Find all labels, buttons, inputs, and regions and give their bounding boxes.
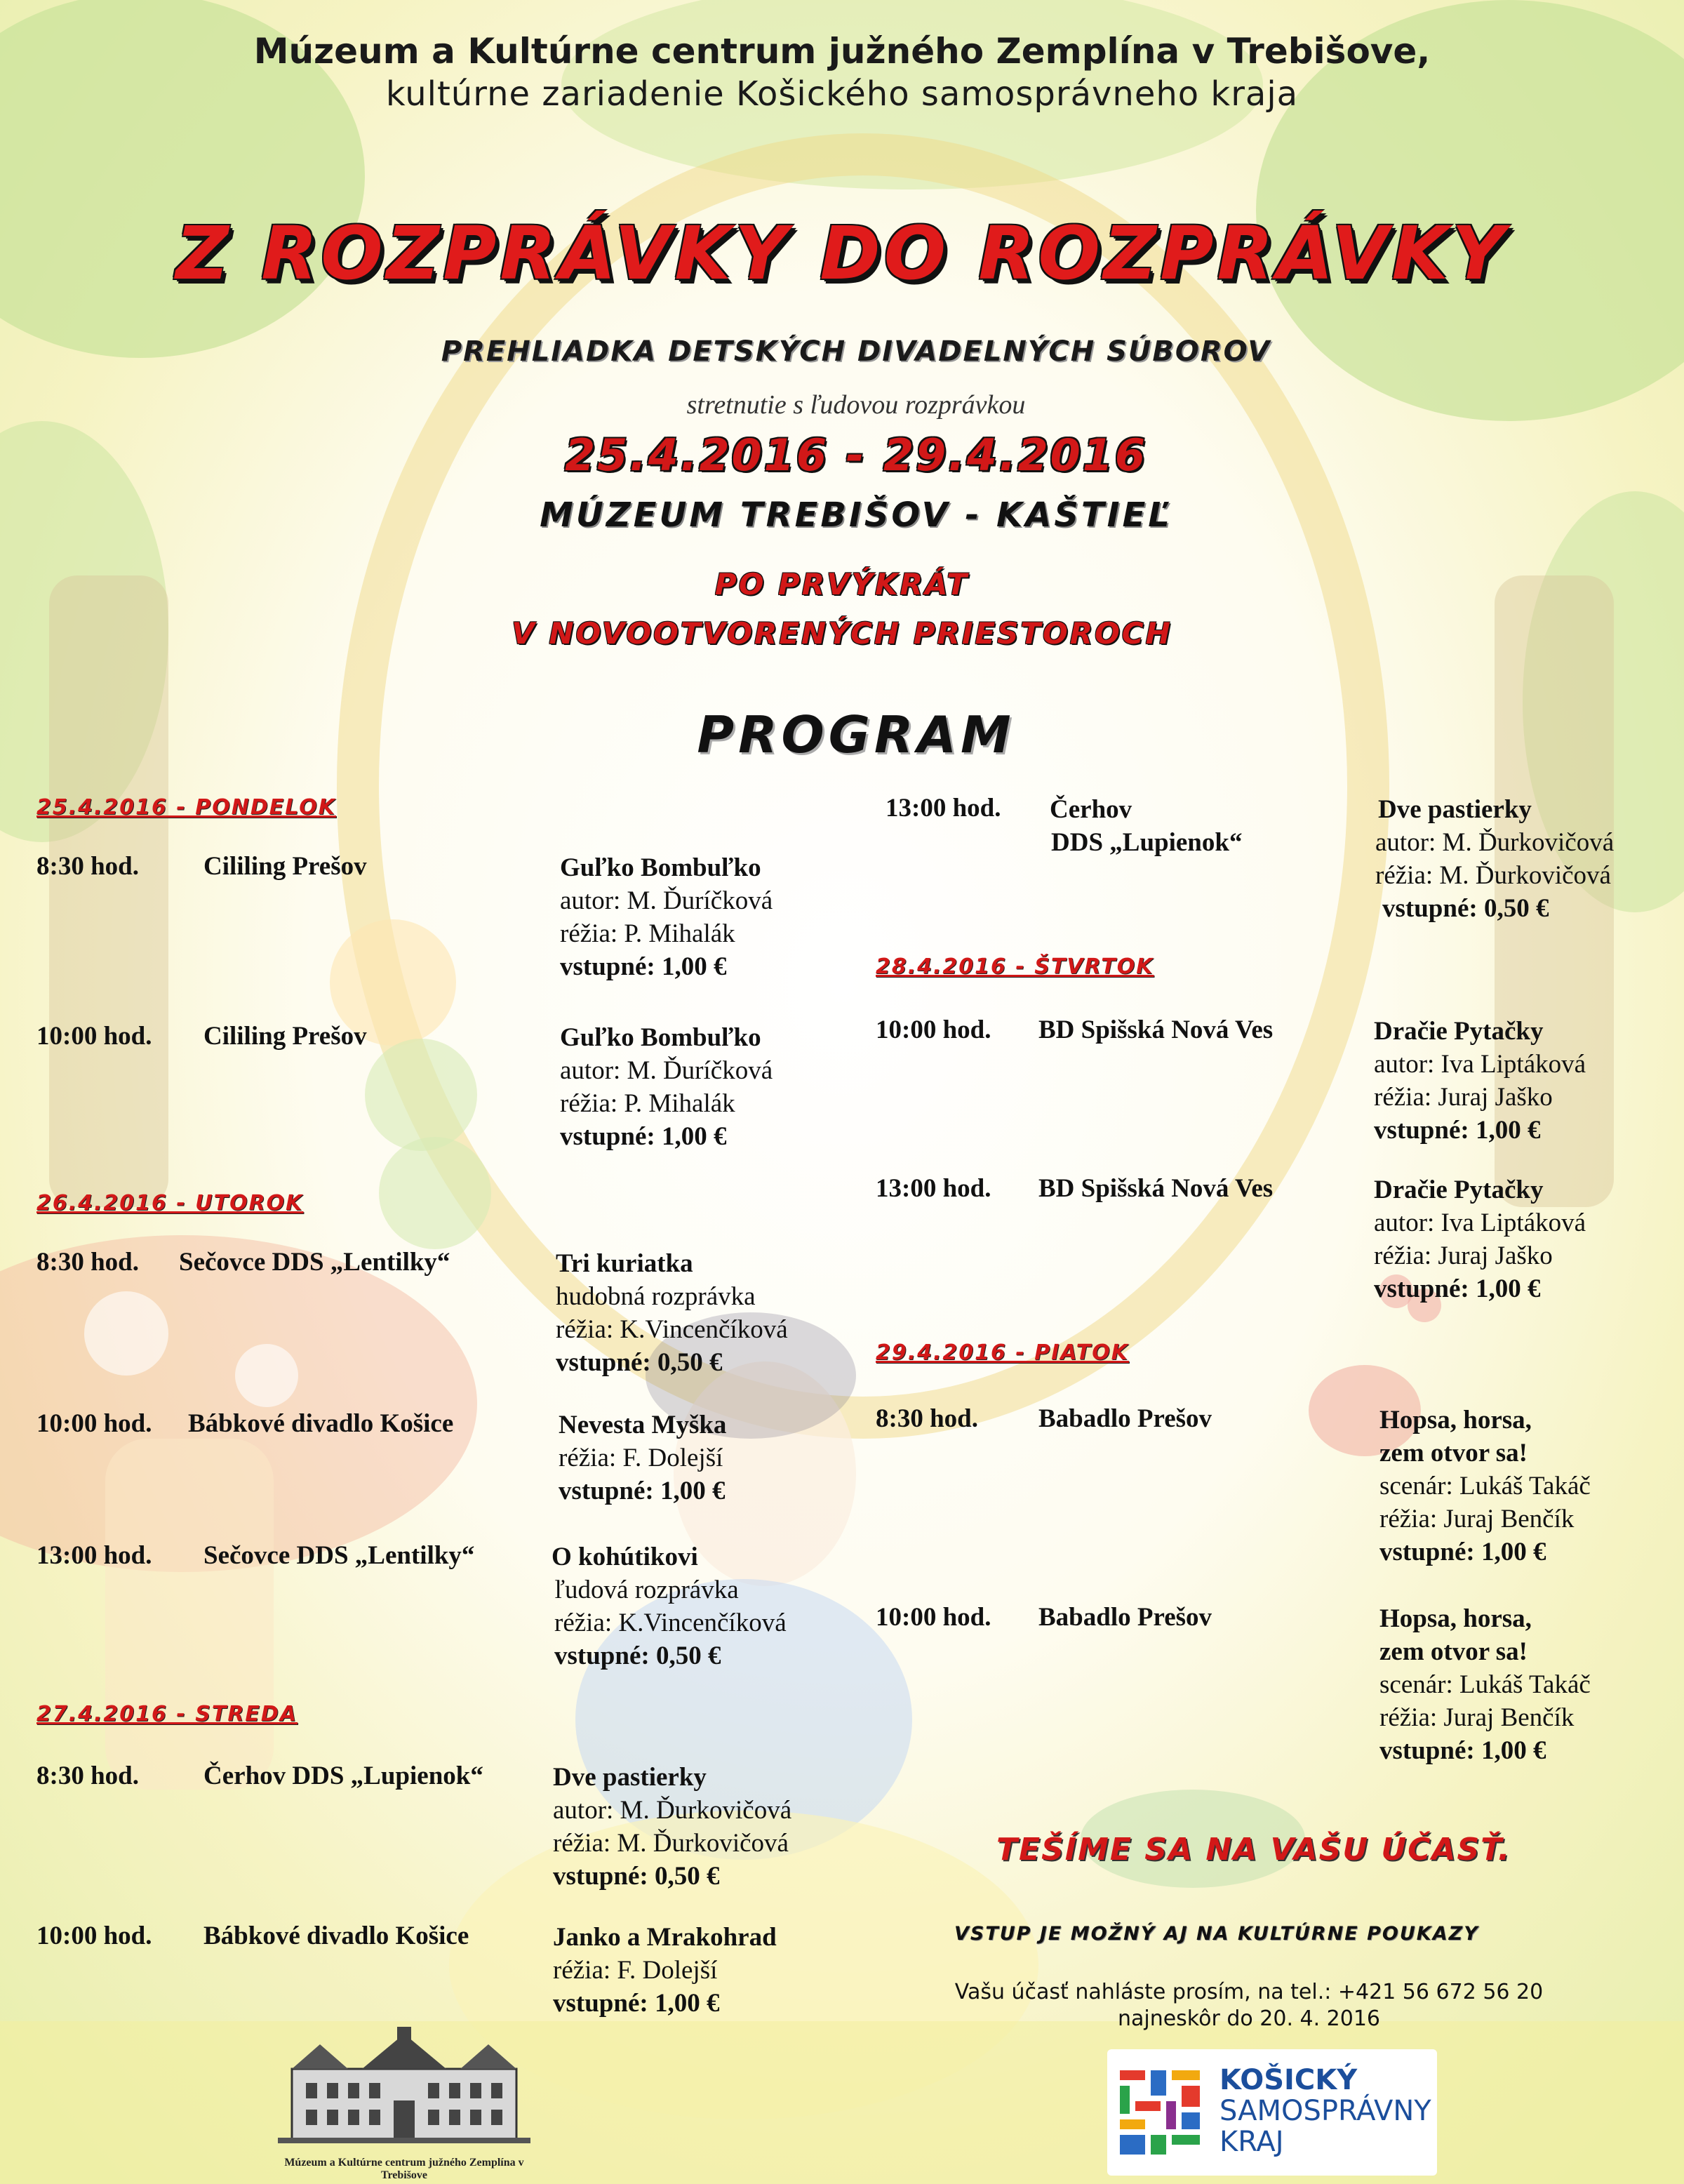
event-ensemble: Babadlo Prešov [1038,1603,1212,1632]
contact-deadline: najneskôr do 20. 4. 2016 [1117,2006,1381,2031]
event-venue: MÚZEUM TREBIŠOV - KAŠTIEĽ [540,495,1172,535]
event-ensemble: Bábkové divadlo Košice [188,1409,454,1438]
event-time: 10:00 hod. [36,1022,152,1051]
event-play-line2: zem otvor sa! [1379,1637,1528,1666]
event-time: 10:00 hod. [876,1603,991,1632]
event-ensemble: BD Spišská Nová Ves [1038,1016,1274,1044]
ksk-emblem-icon [1120,2070,1204,2155]
event-ensemble: Sečovce DDS „Lentilky“ [203,1541,475,1570]
event-time: 13:00 hod. [886,794,1001,823]
ksk-line2: SAMOSPRÁVNY [1219,2095,1431,2127]
event-details [553,1921,777,2020]
event-play: Dračie Pytačky [1374,1176,1544,1204]
event-details [1379,1602,1591,1767]
event-ensemble: Sečovce DDS „Lentilky“ [179,1248,450,1277]
ksk-line1: KOŠICKÝ [1219,2064,1358,2096]
event-director: réžia: M. Ďurkovičová [1375,861,1611,890]
event-script: scenár: Lukáš Takáč [1379,1670,1591,1699]
event-ensemble: Babadlo Prešov [1038,1404,1212,1433]
event-ensemble: BD Spišská Nová Ves [1038,1174,1274,1203]
event-play: Guľko Bombuľko [560,1023,761,1052]
event-play-line2: zem otvor sa! [1379,1439,1528,1467]
event-note: ľudová rozprávka [554,1576,739,1604]
event-fee: vstupné: 1,00 € [1374,1116,1541,1145]
event-title: Z ROZPRÁVKY DO ROZPRÁVKY [175,211,1509,296]
event-author: autor: M. Ďuríčková [560,886,773,915]
event-director: réžia: K.Vincenčíková [554,1609,787,1637]
event-time: 8:30 hod. [876,1404,978,1433]
event-ensemble: Čerhov DDS „Lupienok“ [203,1762,483,1790]
event-ensemble: Cililing Prešov [203,1022,367,1051]
event-fee: vstupné: 1,00 € [1379,1736,1546,1765]
day-label: 29.4.2016 - PIATOK [876,1340,1129,1365]
ksk-text [1219,2065,1431,2157]
event-details [1379,1404,1591,1569]
event-time: 8:30 hod. [36,1762,139,1790]
event-fee: vstupné: 1,00 € [1379,1538,1546,1566]
ksk-logo [1107,2049,1437,2176]
event-fee: vstupné: 1,00 € [553,1989,720,2018]
event-director: réžia: P. Mihalák [560,919,735,948]
event-details [560,1021,773,1153]
event-director: réžia: Juraj Benčík [1379,1505,1575,1533]
event-fee: vstupné: 1,00 € [559,1477,726,1505]
event-director: réžia: Juraj Jaško [1374,1083,1553,1112]
event-note: hudobná rozprávka [556,1282,756,1311]
event-director: réžia: P. Mihalák [560,1089,735,1118]
ksk-line3: KRAJ [1219,2126,1284,2158]
event-tagline: stretnutie s ľudovou rozprávkou [686,390,1026,420]
event-time: 13:00 hod. [876,1174,991,1203]
day-label: 26.4.2016 - UTOROK [36,1191,304,1216]
event-director: réžia: K.Vincenčíková [556,1315,788,1344]
event-time: 10:00 hod. [36,1922,152,1950]
event-fee: vstupné: 1,00 € [1374,1274,1541,1303]
event-time: 10:00 hod. [876,1016,991,1044]
vouchers-note: VSTUP JE MOŽNÝ AJ NA KULTÚRNE POUKAZY [954,1923,1479,1945]
event-script: scenár: Lukáš Takáč [1379,1472,1591,1500]
museum-caption: Múzeum a Kultúrne centrum južného Zemplína v Trebišove [284,2157,524,2181]
event-director: réžia: F. Dolejší [559,1444,723,1472]
event-time: 8:30 hod. [36,852,139,881]
first-time-line1: PO PRVÝKRÁT [714,567,970,601]
event-author: autor: Iva Liptáková [1374,1208,1586,1237]
event-fee: vstupné: 0,50 € [556,1348,723,1377]
event-director: réžia: M. Ďurkovičová [553,1829,789,1858]
event-ensemble: Čerhov [1050,795,1132,824]
event-dates: 25.4.2016 - 29.4.2016 [564,430,1148,481]
event-fee: vstupné: 0,50 € [553,1862,720,1891]
organizer-subline: kultúrne zariadenie Košického samosprávneho kraja [385,74,1299,114]
event-director: réžia: Juraj Benčík [1379,1703,1575,1732]
first-time-line2: V NOVOOTVORENÝCH PRIESTOROCH [512,616,1172,651]
event-ensemble-group: DDS „Lupienok“ [1051,828,1243,857]
event-subtitle: PREHLIADKA DETSKÝCH DIVADELNÝCH SÚBOROV [441,335,1271,368]
event-play-line1: Hopsa, horsa, [1379,1604,1532,1633]
event-author: autor: M. Ďuríčková [560,1056,773,1085]
event-details [553,1761,791,1893]
event-details [559,1409,726,1507]
event-time: 8:30 hod. [36,1248,139,1277]
contact-phone: Vašu účasť nahláste prosím, na tel.: +421 56 672 56 20 [954,1980,1544,2004]
event-fee: vstupné: 1,00 € [560,952,727,981]
event-ensemble: Bábkové divadlo Košice [203,1922,469,1950]
organizer-line: Múzeum a Kultúrne centrum južného Zemplína v Trebišove, [253,31,1431,72]
event-ensemble-block [1050,793,1242,859]
event-play: Guľko Bombuľko [560,853,761,882]
event-director: réžia: F. Dolejší [553,1956,718,1985]
event-author: autor: M. Ďurkovičová [1375,828,1615,857]
event-time: 10:00 hod. [36,1409,152,1438]
event-details [552,1540,787,1672]
event-ensemble: Cililing Prešov [203,852,367,881]
day-label: 25.4.2016 - PONDELOK [36,795,337,820]
event-play: Janko a Mrakohrad [553,1923,777,1952]
event-play-line1: Hopsa, horsa, [1379,1406,1532,1434]
event-fee: vstupné: 0,50 € [554,1642,721,1670]
event-play: Dve pastierky [553,1763,707,1792]
event-details [556,1247,788,1379]
event-play: Dve pastierky [1378,795,1532,824]
event-author: autor: M. Ďurkovičová [553,1796,792,1825]
event-details [560,851,773,983]
day-label: 28.4.2016 - ŠTVRTOK [876,954,1154,979]
event-director: réžia: Juraj Jaško [1374,1241,1553,1270]
event-time: 13:00 hod. [36,1541,152,1570]
museum-logo [278,2027,530,2181]
castle-illustration [278,2027,530,2153]
event-play: O kohútikovi [552,1543,698,1571]
contact-info [884,1979,1614,2032]
event-play: Dračie Pytačky [1374,1017,1544,1046]
event-details [1374,1173,1586,1305]
program-heading: PROGRAM [697,705,1015,764]
event-play: Tri kuriatka [556,1249,693,1278]
event-play: Nevesta Myška [559,1411,727,1439]
welcome-text: TEŠÍME SA NA VAŠU ÚČASŤ. [996,1832,1511,1867]
day-label: 27.4.2016 - STREDA [36,1702,298,1726]
event-details [1374,1015,1586,1147]
event-author: autor: Iva Liptáková [1374,1050,1586,1079]
event-fee: vstupné: 0,50 € [1382,894,1549,923]
event-details [1375,793,1614,925]
event-fee: vstupné: 1,00 € [560,1122,727,1151]
